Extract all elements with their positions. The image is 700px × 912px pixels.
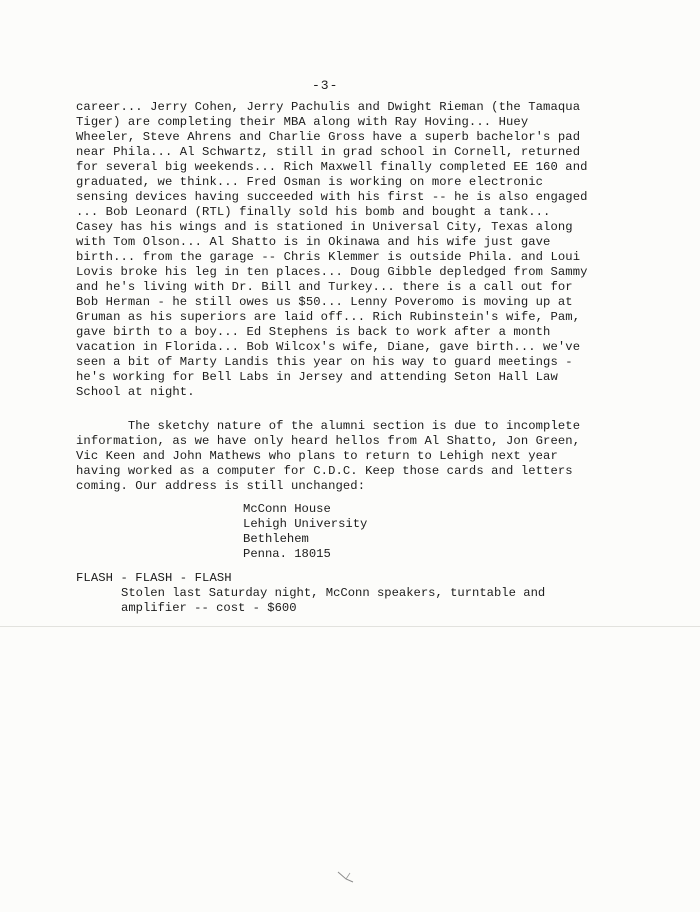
flash-heading: FLASH - FLASH - FLASH	[76, 571, 232, 585]
text-line: gave birth to a boy... Ed Stephens is back to work after a month	[76, 325, 551, 339]
text-line: ... Bob Leonard (RTL) finally sold his bomb and bought a tank...	[76, 205, 551, 219]
text-line: graduated, we think... Fred Osman is working on more electronic	[76, 175, 544, 189]
text-line: birth... from the garage -- Chris Klemmer is outside Phila. and Loui	[76, 250, 581, 264]
text-line: sensing devices having succeeded with his first -- he is also engaged	[76, 190, 588, 204]
text-line: Wheeler, Steve Ahrens and Charlie Gross have a superb bachelor's pad	[76, 130, 581, 144]
text-line: career... Jerry Cohen, Jerry Pachulis and Dwight Rieman (the Tamaqua	[76, 100, 581, 114]
text-line: for several big weekends... Rich Maxwell finally completed EE 160 and	[76, 160, 588, 174]
text-line: with Tom Olson... Al Shatto is in Okinawa and his wife just gave	[76, 235, 551, 249]
text-line: seen a bit of Marty Landis this year on his way to guard meetings -	[76, 355, 573, 369]
text-line: information, as we have only heard hellos from Al Shatto, Jon Green,	[76, 434, 581, 448]
text-line: coming. Our address is still unchanged:	[76, 479, 366, 493]
text-line: and he's living with Dr. Bill and Turkey... there is a call out for	[76, 280, 573, 294]
address-line: McConn House	[243, 502, 331, 516]
text-line: The sketchy nature of the alumni section is due to incomplete	[76, 419, 581, 433]
text-line: near Phila... Al Schwartz, still in grad school in Cornell, returned	[76, 145, 581, 159]
flash-line: amplifier -- cost - $600	[121, 601, 297, 615]
text-line: vacation in Florida... Bob Wilcox's wife, Diane, gave birth... we've	[76, 340, 581, 354]
text-line: having worked as a computer for C.D.C. Keep those cards and letters	[76, 464, 573, 478]
address-line: Lehigh University	[243, 517, 368, 531]
text-line: Bob Herman - he still owes us $50... Lenny Poveromo is moving up at	[76, 295, 573, 309]
text-line: Tiger) are completing their MBA along with Ray Hoving... Huey	[76, 115, 529, 129]
text-line: he's working for Bell Labs in Jersey and attending Seton Hall Law	[76, 370, 558, 384]
text-line: Vic Keen and John Mathews who plans to return to Lehigh next year	[76, 449, 558, 463]
page-number: -3-	[312, 78, 339, 93]
text-line: Lovis broke his leg in ten places... Doug Gibble depledged from Sammy	[76, 265, 588, 279]
address-line: Penna. 18015	[243, 547, 331, 561]
flash-line: Stolen last Saturday night, McConn speakers, turntable and	[121, 586, 546, 600]
page-fold-divider	[0, 626, 700, 627]
text-line: School at night.	[76, 385, 195, 399]
address-line: Bethlehem	[243, 532, 309, 546]
text-line: Gruman as his superiors are laid off... Rich Rubinstein's wife, Pam,	[76, 310, 581, 324]
stray-pen-mark-icon	[336, 870, 356, 884]
text-line: Casey has his wings and is stationed in Universal City, Texas along	[76, 220, 573, 234]
